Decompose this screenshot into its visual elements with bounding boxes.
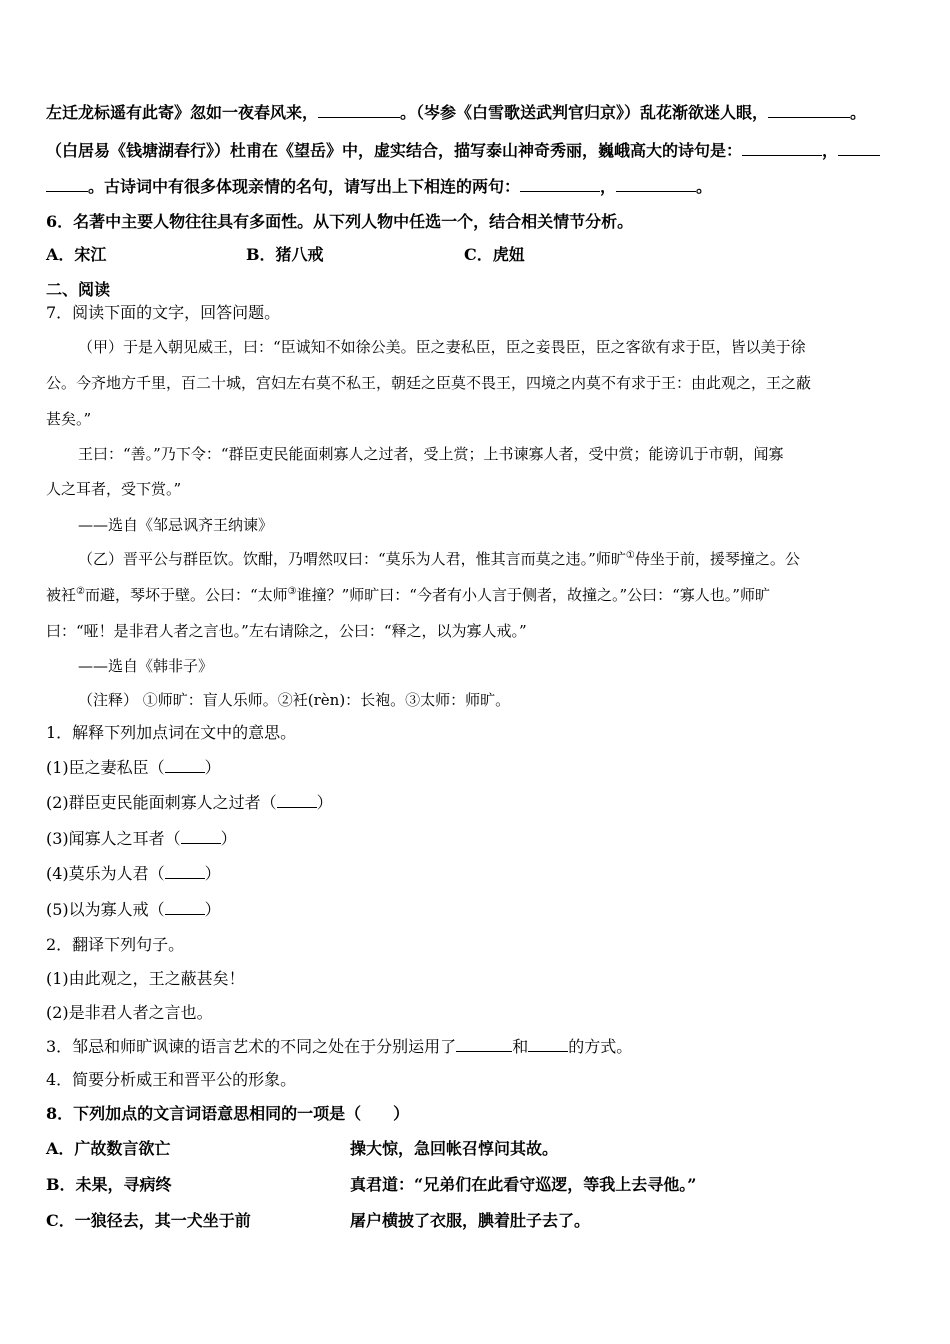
text: ， [600, 177, 617, 196]
answer-blank [456, 1037, 512, 1052]
section-title: 二、阅读 [46, 280, 111, 299]
answer-blank [616, 177, 696, 192]
text: 。（岑参《白雪歌送武判官归京》）乱花渐欲迷人眼， [400, 103, 769, 122]
fill-in-line-1 [46, 102, 866, 124]
footnote-mark: ② [76, 586, 85, 597]
text: ） [204, 864, 221, 883]
q6-option-b: B．猪八戒 [246, 245, 324, 264]
translate-item: (2)是非君人者之言也。 [46, 1003, 213, 1022]
q6-option-c: C．虎妞 [464, 245, 525, 264]
text: (3)闻寡人之耳者（ [46, 829, 181, 848]
text: (1)臣之妻私臣（ [46, 758, 165, 777]
q7-stem: 7．阅读下面的文字，回答问题。 [46, 303, 281, 322]
annotation-notes: （注释） ①师旷：盲人乐师。②衽(rèn)：长袍。③太师：师旷。 [78, 691, 511, 709]
word-item [46, 792, 333, 814]
word-item [46, 757, 221, 779]
q6-stem: 6．名著中主要人物往往具有多面性。从下列人物中任选一个，结合相关情节分析。 [46, 212, 634, 231]
subquestion-2: 2．翻译下列句子。 [46, 935, 185, 954]
word-item [46, 863, 221, 885]
answer-blank [742, 141, 822, 156]
answer-blank [165, 758, 205, 773]
q8-option-c-left: C．一狼径去，其一犬坐于前 [46, 1211, 251, 1230]
word-item [46, 828, 237, 850]
word-item [46, 899, 221, 921]
text: （白居易《钱塘湖春行》）杜甫在《望岳》中，虚实结合，描写泰山神奇秀丽，巍峨高大的诗句是： [46, 141, 743, 160]
passage-jia-line: 甚矣。” [46, 410, 92, 428]
footnote-mark: ① [625, 550, 635, 561]
answer-blank [165, 900, 205, 915]
text: (5)以为寡人戒（ [46, 900, 165, 919]
answer-blank [520, 177, 600, 192]
translate-item: (1)由此观之，王之蔽甚矣！ [46, 969, 245, 988]
q8-option-a-right: 操大惊，急回帐召惇问其故。 [350, 1139, 559, 1158]
text: ， [822, 141, 839, 160]
fill-in-line-3 [46, 176, 712, 198]
q8-option-c-right: 屠户横披了衣服，腆着肚子去了。 [350, 1211, 591, 1230]
passage-jia-line: 人之耳者，受下赏。” [46, 480, 182, 498]
passage-jia-line: 公。今齐地方千里，百二十城，宫妇左右莫不私王，朝廷之臣莫不畏王，四境之内莫不有求于王：由此观之，王之蔽 [46, 374, 812, 392]
answer-blank [768, 103, 850, 118]
subquestion-1: 1．解释下列加点词在文中的意思。 [46, 723, 297, 742]
subquestion-3 [46, 1036, 632, 1058]
passage-yi-source: ——选自《韩非子》 [78, 657, 214, 675]
q8-option-a-left: A．广故数言欲亡 [46, 1139, 171, 1158]
passage-jia-line: 王曰：“善。”乃下令：“群臣吏民能面刺寡人之过者，受上赏；上书谏寡人者，受中赏；能谤讥于市朝，闻寡 [78, 445, 784, 463]
text: 的方式。 [568, 1037, 633, 1056]
text: 左迁龙标遥有此寄》忽如一夜春风来， [46, 103, 319, 122]
text: 。古诗词中有很多体现亲情的名句，请写出上下相连的两句： [88, 177, 521, 196]
text: 侍坐于前，援琴撞之。公 [634, 550, 800, 568]
text: 被衽 [46, 586, 77, 604]
q8-option-b-right: 真君道：“兄弟们在此看守巡逻，等我上去寻他。” [350, 1175, 697, 1194]
q8-option-b-left: B．未果，寻病终 [46, 1175, 172, 1194]
passage-yi-line: 曰：“哑！是非君人者之言也。”左右请除之，公曰：“释之，以为寡人戒。” [46, 622, 527, 640]
passage-yi-line [46, 584, 770, 606]
text: 。 [850, 103, 867, 122]
footnote-mark: ③ [287, 586, 297, 597]
answer-blank [165, 864, 205, 879]
passage-yi-line [78, 548, 800, 570]
text: 和 [512, 1037, 529, 1056]
passage-jia-line: （甲）于是入朝见威王，曰：“臣诚知不如徐公美。臣之妻私臣，臣之妾畏臣，臣之客欲有求于臣，皆以美于徐 [78, 338, 806, 356]
text: 谁撞？”师旷曰：“今者有小人言于侧者，故撞之。”公曰：“寡人也。”师旷 [296, 586, 770, 604]
answer-blank [318, 103, 400, 118]
answer-blank [838, 141, 880, 156]
text: 而避，琴坏于壁。公曰：“太师 [84, 586, 288, 604]
q6-option-a: A．宋江 [46, 245, 107, 264]
text: (2)群臣吏民能面刺寡人之过者（ [46, 793, 277, 812]
passage-jia-source: ——选自《邹忌讽齐王纳谏》 [78, 516, 274, 534]
answer-blank [277, 793, 317, 808]
text: 。 [696, 177, 713, 196]
answer-blank [181, 829, 221, 844]
text: ） [204, 900, 221, 919]
text: 3．邹忌和师旷讽谏的语言艺术的不同之处在于分别运用了 [46, 1037, 457, 1056]
subquestion-4: 4．简要分析威王和晋平公的形象。 [46, 1070, 297, 1089]
answer-blank [46, 177, 88, 192]
text: （乙）晋平公与群臣饮。饮酣，乃喟然叹曰：“莫乐为人君，惟其言而莫之违。”师旷 [78, 550, 626, 568]
text: (4)莫乐为人君（ [46, 864, 165, 883]
fill-in-line-2 [46, 140, 880, 162]
answer-blank [528, 1037, 568, 1052]
text: ） [204, 758, 221, 777]
text: ） [220, 829, 237, 848]
text: ） [316, 793, 333, 812]
q8-stem: 8．下列加点的文言词语意思相同的一项是（ ） [46, 1104, 410, 1123]
